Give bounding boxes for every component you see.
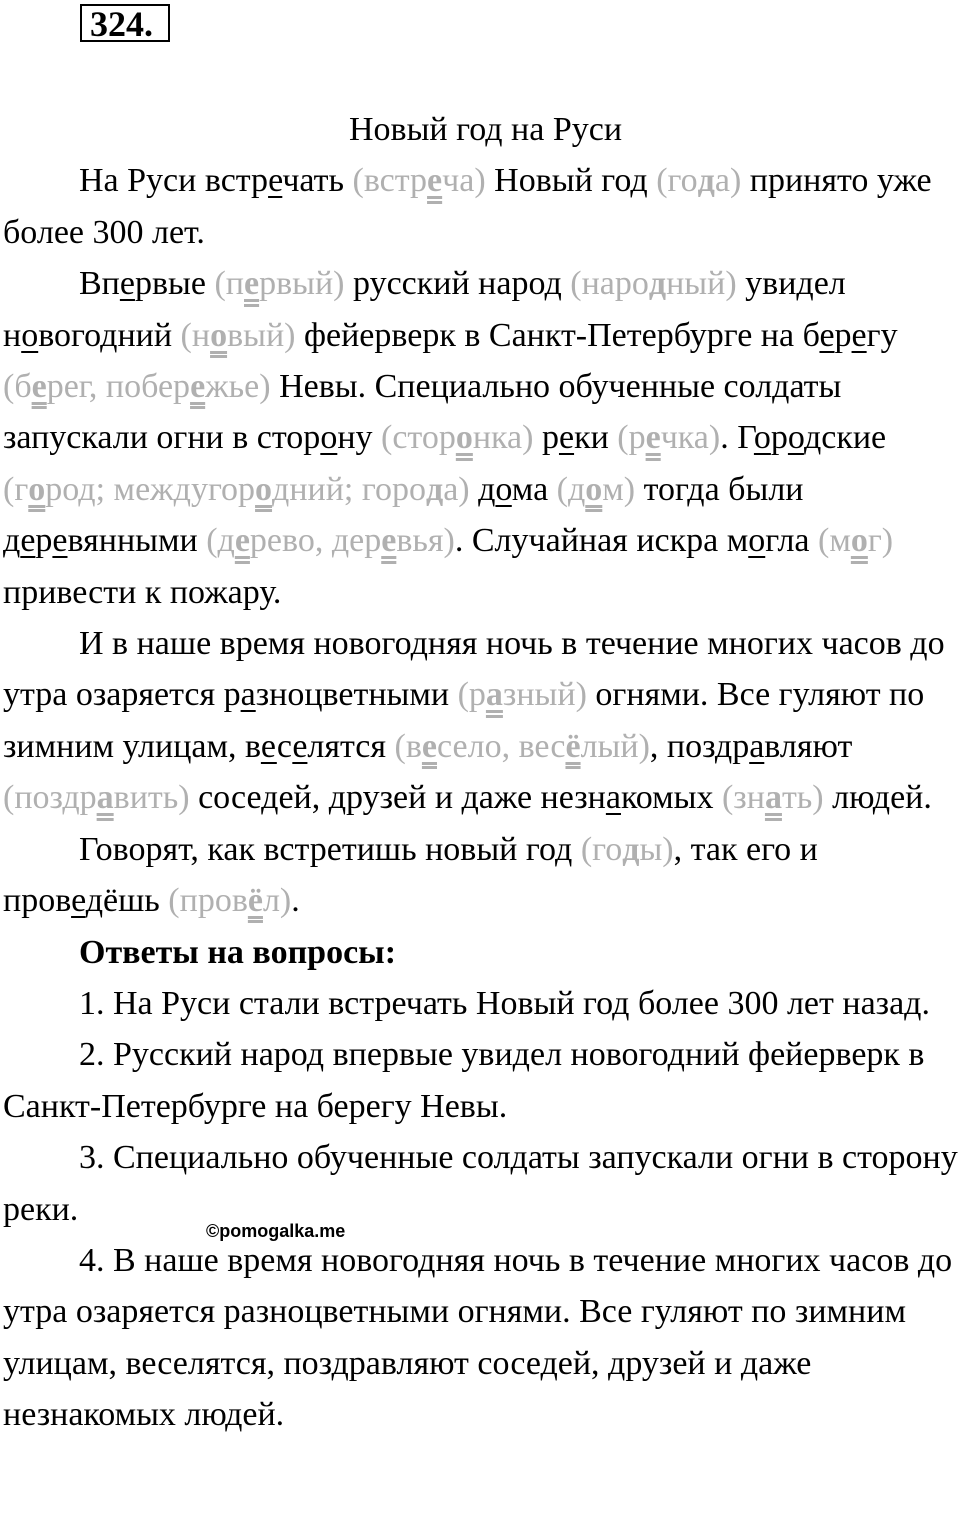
answer-2: 2. Русский народ впервые увидел новогодний фейерверк в Санкт-Петербурге на берегу Невы. bbox=[3, 1036, 925, 1125]
answers-heading: Ответы на вопросы: bbox=[79, 933, 397, 971]
answer-4: 4. В наше время новогодняя ночь в течение многих часов до утра озаряется разноцветными огнями. Все гуляют по зимним улицам, веселятся, поздравляют соседей, друзей и даже незнакомых людей. bbox=[3, 1241, 953, 1434]
text-title: Новый год на Руси bbox=[348, 111, 623, 148]
check-word: (встреча) bbox=[352, 162, 486, 200]
answer-1: 1. На Руси стали встречать Новый год более 300 лет назад. bbox=[79, 984, 930, 1022]
paragraph-2: Впервые (первый) русский народ (народный) увидел новогодний (новый) фейерверк в Санкт-Петербурге на берегу (берег, побережье) Невы. Специально обученные солдаты запускали огни в сторону (сторонка) реки (речка). Городские (город; междугородний; города) дома (дом) тогда были деревянными (дерево, деревья). Случайная искра могла (мог) привести к пожару. bbox=[3, 265, 898, 611]
watermark: ©pomogalka.me bbox=[206, 1221, 346, 1241]
document-body bbox=[3, 104, 958, 1441]
check-word: (года) bbox=[656, 162, 742, 200]
paragraph-1: На Руси встречать (встреча) Новый год (года) принято уже более 300 лет. bbox=[3, 162, 932, 251]
answer-3: 3. Специально обученные солдаты запускали огни в сторону реки. bbox=[3, 1139, 958, 1228]
paragraph-4: Говорят, как встретишь новый год (годы), так его и проведёшь (провёл). bbox=[3, 830, 818, 920]
paragraph-3: И в наше время новогодняя ночь в течение многих часов до утра озаряется разноцветными (разный) огнями. Все гуляют по зимним улицам, веселятся (весело, весёлый), поздравляют (поздравить) соседей, друзей и даже незнакомых (знать) людей. bbox=[3, 625, 945, 817]
exercise-number: 324. bbox=[90, 4, 153, 44]
